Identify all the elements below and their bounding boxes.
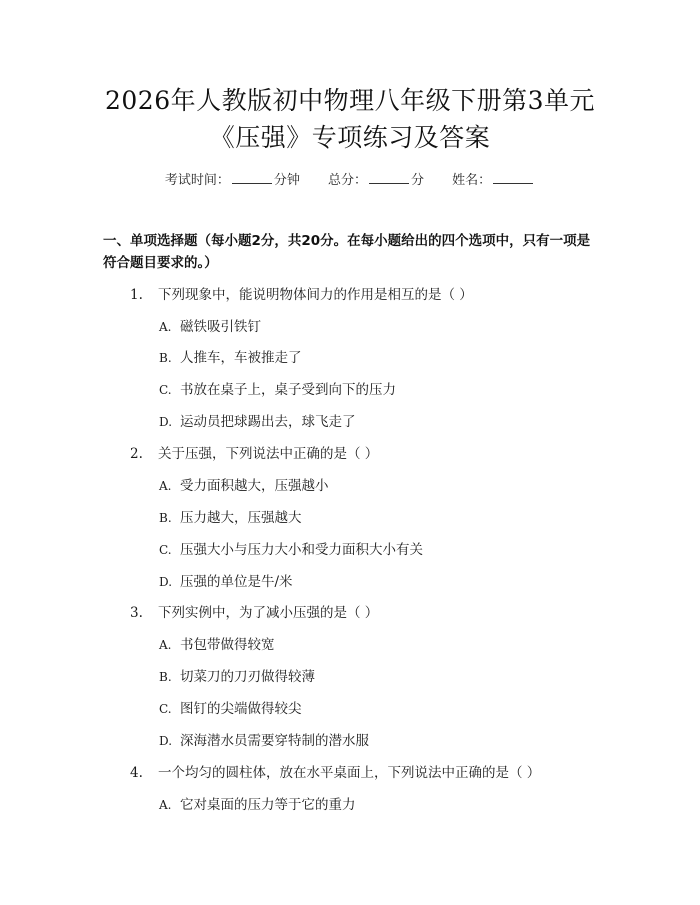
option-text: 图钉的尖端做得较尖 bbox=[180, 701, 302, 717]
option-letter: B. bbox=[159, 351, 172, 365]
question-number: 4. bbox=[130, 765, 143, 781]
page-title-line1: 2026年人教版初中物理八年级下册第3单元 bbox=[104, 86, 596, 115]
option-letter: A. bbox=[159, 320, 172, 334]
question-text: 下列实例中，为了减小压强的是（ ） bbox=[158, 605, 379, 621]
question-number: 3. bbox=[130, 605, 143, 621]
option-letter: B. bbox=[159, 670, 172, 684]
option-text: 运动员把球踢出去，球飞走了 bbox=[180, 414, 356, 430]
score-unit: 分 bbox=[411, 173, 425, 188]
section-heading: 一、单项选择题（每小题2分，共20分。在每小题给出的四个选项中，只有一项是符合题目要求的。） bbox=[103, 233, 591, 271]
option-letter: C. bbox=[159, 383, 172, 397]
option-item bbox=[159, 410, 356, 430]
question-text: 关于压强，下列说法中正确的是（ ） bbox=[158, 446, 379, 462]
option-letter: B. bbox=[159, 511, 172, 525]
time-blank bbox=[232, 171, 272, 184]
page-title-line2: 《压强》专项练习及答案 bbox=[209, 123, 491, 152]
option-item bbox=[159, 346, 302, 366]
question-number: 1. bbox=[130, 287, 143, 303]
option-letter: D. bbox=[159, 734, 173, 748]
exam-meta bbox=[0, 169, 700, 188]
question-number: 2. bbox=[130, 446, 143, 462]
option-letter: D. bbox=[159, 575, 173, 589]
question-2 bbox=[130, 442, 378, 462]
option-letter: C. bbox=[159, 702, 172, 716]
time-label: 考试时间： bbox=[164, 173, 230, 188]
option-text: 压强的单位是牛/米 bbox=[180, 574, 293, 590]
option-text: 书包带做得较宽 bbox=[180, 637, 275, 653]
question-4 bbox=[130, 761, 540, 781]
time-unit: 分钟 bbox=[273, 173, 300, 188]
option-item bbox=[159, 793, 356, 813]
question-text: 一个均匀的圆柱体，放在水平桌面上，下列说法中正确的是（ ） bbox=[158, 765, 541, 781]
score-label: 总分： bbox=[327, 173, 367, 188]
option-letter: A. bbox=[159, 638, 172, 652]
option-text: 磁铁吸引铁钉 bbox=[180, 319, 261, 335]
name-label: 姓名： bbox=[452, 173, 492, 188]
option-item bbox=[159, 506, 302, 526]
score-blank bbox=[369, 171, 409, 184]
option-item bbox=[159, 538, 423, 558]
option-letter: C. bbox=[159, 543, 172, 557]
option-letter: D. bbox=[159, 415, 173, 429]
option-text: 书放在桌子上，桌子受到向下的压力 bbox=[180, 382, 396, 398]
option-text: 受力面积越大，压强越小 bbox=[180, 478, 329, 494]
option-item bbox=[159, 633, 275, 653]
option-item bbox=[159, 665, 315, 685]
question-3 bbox=[130, 601, 378, 621]
option-text: 切菜刀的刀刃做得较薄 bbox=[180, 669, 315, 685]
option-item bbox=[159, 697, 302, 717]
option-item bbox=[159, 729, 369, 749]
option-item bbox=[159, 315, 261, 335]
question-text: 下列现象中，能说明物体间力的作用是相互的是（ ） bbox=[158, 287, 473, 303]
option-text: 人推车，车被推走了 bbox=[180, 350, 302, 366]
option-letter: A. bbox=[159, 479, 172, 493]
option-item bbox=[159, 378, 396, 398]
score-field bbox=[328, 173, 428, 188]
option-letter: A. bbox=[159, 798, 172, 812]
time-field bbox=[165, 173, 304, 188]
option-text: 压力越大，压强越大 bbox=[180, 510, 302, 526]
option-item bbox=[159, 474, 329, 494]
question-1 bbox=[130, 283, 473, 303]
name-blank bbox=[493, 171, 533, 184]
option-text: 它对桌面的压力等于它的重力 bbox=[180, 797, 356, 813]
name-field bbox=[452, 173, 535, 188]
option-text: 压强大小与压力大小和受力面积大小有关 bbox=[180, 542, 423, 558]
option-item bbox=[159, 570, 293, 590]
option-text: 深海潜水员需要穿特制的潜水服 bbox=[180, 733, 369, 749]
